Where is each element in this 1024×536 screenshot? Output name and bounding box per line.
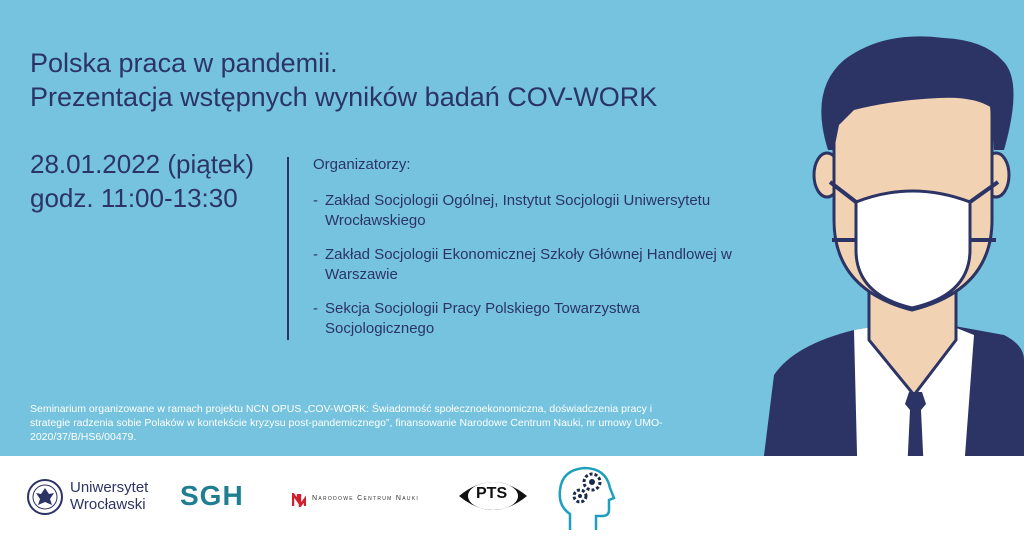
ncn-logo-icon [292, 493, 306, 507]
logo-footer [0, 456, 1024, 536]
list-dash: - [313, 246, 318, 263]
funding-note: Seminarium organizowane w ramach projektu NCN OPUS „COV-WORK: Świadomość społecznoekonomiczna, doświadczenia pracy i strategie radzenia sobie Polaków w kontekście kryzysu post-pandemicznego”, finansowanie Narodowe Centrum Nauki, nr umowy UMO-2020/37/B/HS6/00479. [30, 403, 663, 443]
head-gears-icon [556, 462, 618, 532]
organizers-section [313, 155, 733, 353]
organizer-item [313, 245, 733, 285]
organizers-heading: Organizatorzy: [313, 156, 411, 173]
organizer-item [313, 191, 733, 231]
pts-logo-text: PTS [476, 485, 508, 502]
uwr-logo-text [70, 479, 148, 513]
vertical-divider [287, 157, 289, 340]
event-time: godz. 11:00-13:30 [30, 183, 238, 213]
list-dash: - [313, 300, 318, 317]
face-mask [856, 191, 970, 308]
event-datetime [30, 147, 254, 215]
organizer-text: Zakład Socjologii Ekonomicznej Szkoły Głównej Handlowej w Warszawie [325, 246, 732, 283]
sgh-logo: SGH [180, 480, 244, 511]
organizer-text: Zakład Socjologii Ogólnej, Instytut Socjologii Uniwersytetu Wrocławskiego [325, 192, 711, 229]
organizer-text: Sekcja Socjologii Pracy Polskiego Towarzystwa Socjologicznego [325, 300, 640, 337]
organizer-item [313, 299, 733, 339]
ncn-logo-text: Narodowe Centrum Nauki [312, 495, 420, 502]
event-title [30, 46, 657, 114]
event-date: 28.01.2022 (piątek) [30, 149, 255, 179]
title-line-1: Polska praca w pandemii. [30, 48, 338, 78]
uwr-line-1: Uniwersytet [70, 479, 149, 496]
title-line-2: Prezentacja wstępnych wyników badań COV-WORK [30, 82, 658, 112]
list-dash: - [313, 192, 318, 209]
uwr-line-2: Wrocławski [70, 496, 146, 513]
uwr-eagle-seal-icon [26, 478, 64, 516]
